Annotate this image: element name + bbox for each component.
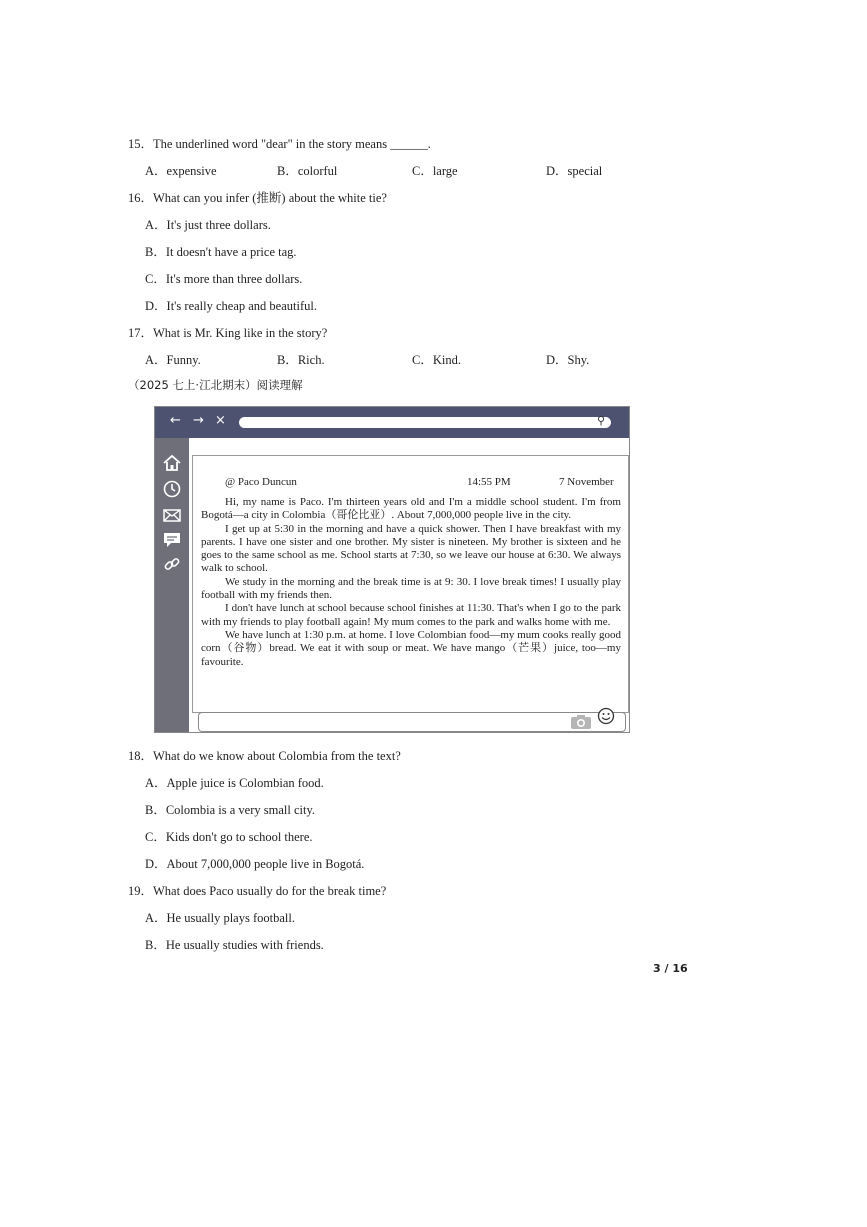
post-paragraph-4: I don't have lunch at school because school finishes at 11:30. That's when I go to the park with my friends to play football again! My mum comes to the park and walks home with me. (201, 602, 621, 628)
post-time: 14:55 PM (467, 476, 511, 488)
page-number: 3 / 16 (653, 962, 688, 975)
question-17-options (145, 350, 665, 366)
q19-option-b: B．He usually studies with friends. (145, 938, 324, 952)
q17-option-b: B．Rich. (277, 353, 325, 367)
q17-option-a: A．Funny. (145, 353, 201, 367)
question-15-options (145, 161, 665, 177)
q15-option-d: D．special (546, 164, 603, 178)
post-paragraph-3: We study in the morning and the break time is at 9: 30. I love break times! I usually play football with my friends then. (201, 575, 621, 602)
search-icon: ⚲ (596, 414, 605, 427)
browser-toolbar (155, 407, 629, 438)
question-16-stem: 16．What can you infer (推断) about the white tie? (128, 191, 387, 205)
q18-option-b: B．Colombia is a very small city. (145, 803, 316, 817)
post-paragraph-1: Hi, my name is Paco. I'm thirteen years old and I'm a middle school student. I'm from Bogotá—a city in Colombia（哥伦比亚）. About 7,000,000 people live in the city. (201, 496, 621, 522)
address-bar (239, 414, 611, 428)
q17-option-d: D．Shy. (546, 353, 590, 367)
q18-option-c: C．Kids don't go to school there. (145, 830, 313, 844)
q15-option-c: C．large (412, 164, 458, 178)
post-body (201, 496, 621, 669)
post-author: @ Paco Duncun (225, 476, 297, 488)
browser-mockup (154, 406, 630, 733)
forward-arrow-icon: → (193, 413, 204, 428)
post-date: 7 November (559, 476, 614, 488)
clock-icon (162, 479, 182, 499)
q18-option-a: A．Apple juice is Colombian food. (145, 776, 324, 790)
browser-sidebar (155, 438, 189, 732)
q19-option-a: A．He usually plays football. (145, 911, 295, 925)
post-paragraph-5: We have lunch at 1:30 p.m. at home. I love Colombian food—my mum cooks really good corn（谷物）bread. We eat it with soup or meat. We have mango（芒果）juice, too—my favourite. (201, 628, 621, 668)
home-icon (162, 453, 182, 473)
camera-icon (570, 714, 592, 730)
q16-option-b: B．It doesn't have a price tag. (145, 245, 297, 259)
link-icon (162, 554, 182, 574)
q18-option-d: D．About 7,000,000 people live in Bogotá. (145, 857, 365, 871)
close-icon: × (215, 413, 226, 428)
mail-icon (162, 505, 182, 525)
q15-option-b: B．colorful (277, 164, 338, 178)
q16-option-c: C．It's more than three dollars. (145, 272, 303, 286)
smiley-icon (597, 707, 615, 725)
back-arrow-icon: ← (170, 413, 181, 428)
question-15-stem: 15．The underlined word "dear" in the story means ______. (128, 137, 431, 151)
question-17-stem: 17．What is Mr. King like in the story? (128, 326, 328, 340)
q15-option-a: A．expensive (145, 164, 217, 178)
comment-input-box (198, 712, 626, 732)
q16-option-a: A．It's just three dollars. (145, 218, 271, 232)
q16-option-d: D．It's really cheap and beautiful. (145, 299, 317, 313)
q17-option-c: C．Kind. (412, 353, 461, 367)
section-label: （2025 七上·江北期末）阅读理解 (128, 378, 303, 392)
question-19-stem: 19．What does Paco usually do for the break time? (128, 884, 387, 898)
chat-icon (162, 530, 182, 550)
post-paragraph-2: I get up at 5:30 in the morning and have a quick shower. Then I have breakfast with my parents. I have one sister and one brother. My sister is nineteen. My brother is sixteen and he goes to the same school as me. School starts at 7:30, so we leave our house at 6:30. We always walk to school. (201, 522, 621, 575)
post-content-panel (192, 455, 629, 713)
question-18-stem: 18．What do we know about Colombia from the text? (128, 749, 401, 763)
